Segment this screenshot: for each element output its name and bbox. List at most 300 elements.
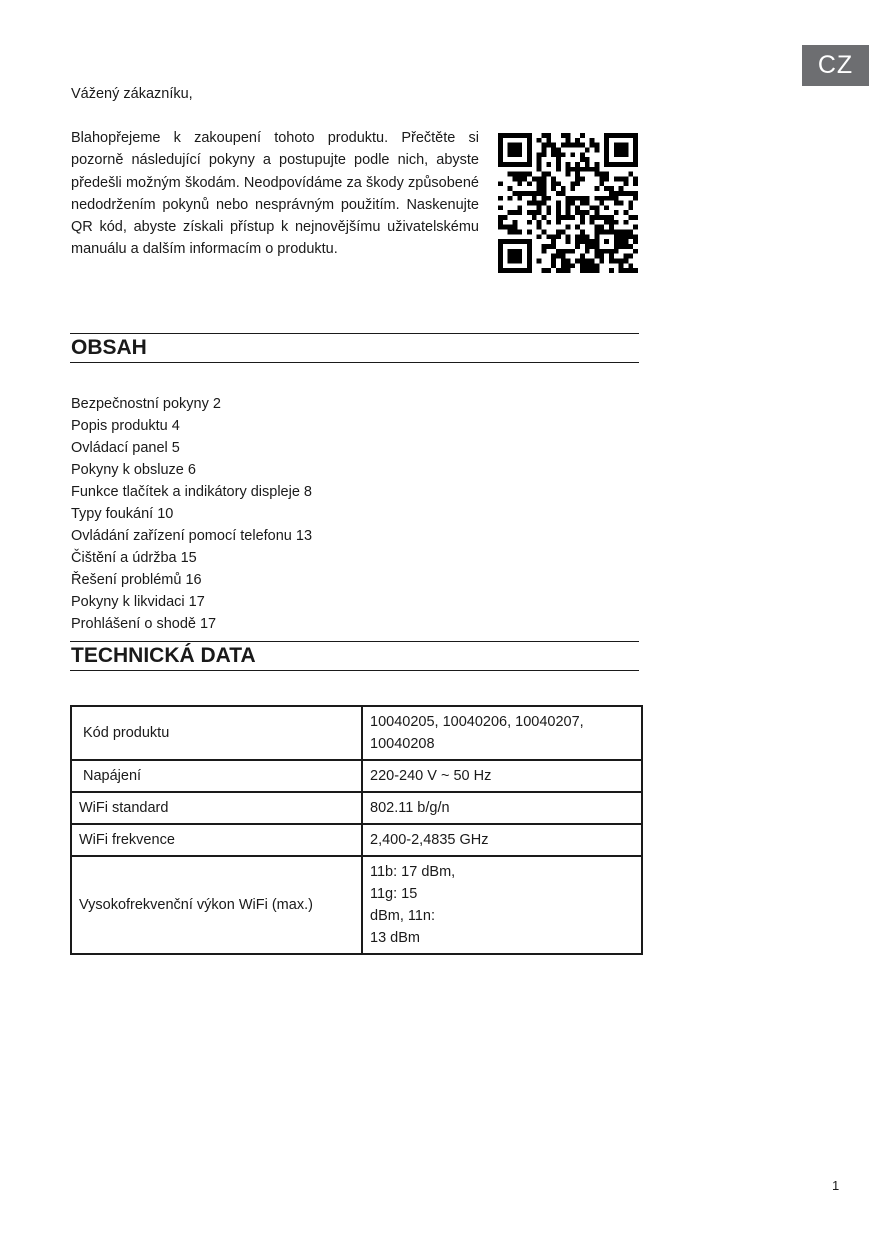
qr-module <box>517 172 522 177</box>
qr-module <box>624 268 629 273</box>
qr-module <box>498 220 503 225</box>
toc-item: Typy foukání 10 <box>71 506 174 522</box>
qr-module <box>614 220 619 225</box>
qr-module <box>508 186 513 191</box>
qr-module <box>566 205 571 210</box>
qr-module <box>566 249 571 254</box>
qr-module <box>633 225 638 230</box>
qr-module <box>604 239 609 244</box>
qr-module <box>604 172 609 177</box>
qr-module <box>546 196 551 201</box>
qr-module <box>503 162 508 167</box>
qr-module <box>624 162 629 167</box>
qr-module <box>614 234 619 239</box>
qr-module <box>498 133 503 138</box>
toc-item: Pokyny k obsluze 6 <box>71 462 196 478</box>
qr-module <box>522 172 527 177</box>
qr-module <box>537 201 542 206</box>
qr-module <box>566 172 571 177</box>
qr-module <box>575 210 580 215</box>
qr-module <box>508 133 513 138</box>
qr-module <box>628 172 633 177</box>
qr-module <box>527 263 532 268</box>
qr-module <box>619 244 624 249</box>
qr-module <box>498 157 503 162</box>
qr-module <box>517 259 522 264</box>
qr-module <box>633 239 638 244</box>
qr-module <box>590 143 595 148</box>
qr-module <box>556 152 561 157</box>
qr-module <box>633 234 638 239</box>
qr-module <box>512 254 517 259</box>
qr-module <box>570 196 575 201</box>
qr-module <box>532 201 537 206</box>
qr-module <box>595 234 600 239</box>
qr-module <box>508 162 513 167</box>
qr-module <box>527 239 532 244</box>
qr-module <box>595 143 600 148</box>
table-row <box>71 856 642 954</box>
qr-module <box>541 181 546 186</box>
qr-module <box>570 152 575 157</box>
qr-module <box>595 249 600 254</box>
qr-module <box>575 176 580 181</box>
qr-module <box>508 143 513 148</box>
qr-module <box>508 172 513 177</box>
qr-module <box>628 191 633 196</box>
greeting: Vážený zákazníku, <box>71 86 193 102</box>
qr-module <box>517 162 522 167</box>
qr-module <box>556 268 561 273</box>
qr-module <box>633 157 638 162</box>
qr-module <box>575 181 580 186</box>
qr-module <box>585 263 590 268</box>
section-rule-bottom <box>70 670 639 671</box>
qr-module <box>628 133 633 138</box>
qr-module <box>551 181 556 186</box>
qr-module <box>604 147 609 152</box>
qr-module <box>532 215 537 220</box>
qr-module <box>508 230 513 235</box>
qr-module <box>561 268 566 273</box>
spec-label: Vysokofrekvenční výkon WiFi (max.) <box>71 856 362 954</box>
qr-module <box>585 210 590 215</box>
qr-module <box>628 201 633 206</box>
qr-module <box>527 157 532 162</box>
qr-module <box>609 191 614 196</box>
qr-module <box>541 143 546 148</box>
qr-module <box>619 268 624 273</box>
qr-module <box>609 215 614 220</box>
page-number: 1 <box>832 1178 840 1193</box>
qr-module <box>580 157 585 162</box>
qr-module <box>590 259 595 264</box>
qr-module <box>551 234 556 239</box>
spec-label: Kód produktu <box>71 706 362 760</box>
qr-module <box>551 254 556 259</box>
qr-module <box>624 234 629 239</box>
qr-module <box>614 244 619 249</box>
qr-module <box>585 157 590 162</box>
qr-module <box>566 263 571 268</box>
qr-module <box>595 210 600 215</box>
qr-module <box>527 191 532 196</box>
toc-item: Čištění a údržba 15 <box>71 550 197 566</box>
qr-module <box>503 239 508 244</box>
qr-module <box>498 152 503 157</box>
qr-module <box>595 230 600 235</box>
qr-module <box>624 254 629 259</box>
qr-module <box>580 143 585 148</box>
qr-module <box>590 205 595 210</box>
qr-module <box>633 196 638 201</box>
spec-label: WiFi frekvence <box>71 824 362 856</box>
qr-module <box>517 191 522 196</box>
qr-module <box>532 210 537 215</box>
qr-module <box>512 143 517 148</box>
qr-module <box>619 263 624 268</box>
qr-module <box>546 133 551 138</box>
qr-module <box>585 147 590 152</box>
qr-module <box>570 181 575 186</box>
qr-module <box>522 162 527 167</box>
qr-module <box>633 143 638 148</box>
qr-module <box>604 230 609 235</box>
qr-module <box>512 152 517 157</box>
qr-module <box>556 201 561 206</box>
qr-module <box>609 259 614 264</box>
qr-module <box>590 239 595 244</box>
toc-item: Prohlášení o shodě 17 <box>71 616 217 632</box>
toc-item: Bezpečnostní pokyny 2 <box>71 396 221 412</box>
qr-module <box>556 167 561 172</box>
qr-module <box>609 249 614 254</box>
qr-module <box>556 162 561 167</box>
qr-module <box>585 268 590 273</box>
qr-module <box>628 215 633 220</box>
qr-module <box>561 230 566 235</box>
qr-module <box>604 162 609 167</box>
qr-module <box>566 162 571 167</box>
qr-module <box>619 162 624 167</box>
qr-module <box>551 259 556 264</box>
qr-module <box>522 133 527 138</box>
qr-module <box>633 147 638 152</box>
qr-module <box>609 220 614 225</box>
qr-module <box>619 176 624 181</box>
qr-module <box>633 181 638 186</box>
qr-module <box>537 167 542 172</box>
qr-module <box>551 186 556 191</box>
qr-module <box>590 263 595 268</box>
qr-module <box>624 143 629 148</box>
qr-module <box>498 239 503 244</box>
qr-module <box>541 196 546 201</box>
qr-module <box>580 176 585 181</box>
qr-module <box>614 196 619 201</box>
qr-module <box>633 268 638 273</box>
qr-module <box>633 249 638 254</box>
qr-module <box>546 268 551 273</box>
qr-module <box>575 167 580 172</box>
qr-module <box>614 210 619 215</box>
qr-module <box>512 176 517 181</box>
qr-module <box>580 133 585 138</box>
qr-module <box>541 191 546 196</box>
qr-module <box>537 157 542 162</box>
qr-module <box>595 162 600 167</box>
qr-module <box>537 225 542 230</box>
qr-module <box>604 220 609 225</box>
qr-module <box>604 138 609 143</box>
qr-module <box>614 259 619 264</box>
qr-module <box>527 143 532 148</box>
qr-module <box>512 225 517 230</box>
qr-module <box>566 268 571 273</box>
qr-module <box>604 249 609 254</box>
qr-module <box>575 143 580 148</box>
qr-module <box>595 196 600 201</box>
qr-module <box>628 244 633 249</box>
qr-module <box>508 147 513 152</box>
qr-module <box>628 230 633 235</box>
qr-module <box>498 147 503 152</box>
qr-module <box>508 249 513 254</box>
qr-module <box>590 244 595 249</box>
qr-module <box>532 191 537 196</box>
qr-module <box>628 162 633 167</box>
qr-module <box>551 263 556 268</box>
qr-module <box>512 162 517 167</box>
qr-module <box>580 230 585 235</box>
qr-module <box>570 263 575 268</box>
qr-module <box>575 162 580 167</box>
qr-module <box>512 172 517 177</box>
qr-module <box>624 259 629 264</box>
qr-module <box>556 234 561 239</box>
qr-module <box>551 244 556 249</box>
qr-module <box>498 263 503 268</box>
qr-module <box>580 234 585 239</box>
qr-module <box>517 133 522 138</box>
qr-module <box>599 259 604 264</box>
qr-module <box>512 133 517 138</box>
qr-module <box>575 196 580 201</box>
qr-module <box>604 133 609 138</box>
qr-module <box>532 196 537 201</box>
qr-module <box>604 143 609 148</box>
toc-item: Funkce tlačítek a indikátory displeje 8 <box>71 484 312 500</box>
qr-module <box>541 201 546 206</box>
qr-module <box>508 210 513 215</box>
qr-module <box>566 133 571 138</box>
qr-module <box>508 259 513 264</box>
qr-module <box>580 268 585 273</box>
qr-module <box>624 181 629 186</box>
qr-module <box>599 196 604 201</box>
qr-module <box>566 196 571 201</box>
qr-module <box>580 259 585 264</box>
section-rule-top <box>70 333 639 334</box>
qr-module <box>503 225 508 230</box>
qr-module <box>522 191 527 196</box>
qr-module <box>609 162 614 167</box>
qr-module <box>517 147 522 152</box>
table-row <box>71 706 642 760</box>
qr-module <box>522 239 527 244</box>
qr-module <box>628 205 633 210</box>
qr-module <box>614 191 619 196</box>
qr-module <box>527 162 532 167</box>
qr-module <box>551 152 556 157</box>
qr-module <box>527 249 532 254</box>
language-badge: CZ <box>802 45 869 86</box>
qr-module <box>575 239 580 244</box>
section-rule-bottom <box>70 362 639 363</box>
table-row <box>71 792 642 824</box>
qr-module <box>537 162 542 167</box>
qr-module <box>498 205 503 210</box>
qr-module <box>556 147 561 152</box>
qr-module <box>585 162 590 167</box>
qr-module <box>590 220 595 225</box>
qr-module <box>556 210 561 215</box>
qr-module <box>537 210 542 215</box>
spec-value: 220-240 V ~ 50 Hz <box>362 760 642 792</box>
qr-module <box>604 196 609 201</box>
qr-module <box>590 268 595 273</box>
qr-module <box>498 249 503 254</box>
qr-module <box>546 162 551 167</box>
qr-module <box>546 234 551 239</box>
qr-module <box>580 263 585 268</box>
qr-module <box>556 181 561 186</box>
qr-module <box>580 201 585 206</box>
qr-module <box>566 143 571 148</box>
qr-module <box>609 225 614 230</box>
qr-module <box>609 230 614 235</box>
qr-module <box>527 254 532 259</box>
qr-module <box>595 172 600 177</box>
qr-module <box>541 133 546 138</box>
qr-module <box>595 263 600 268</box>
qr-module <box>599 215 604 220</box>
qr-module <box>566 225 571 230</box>
qr-module <box>512 220 517 225</box>
qr-module <box>570 143 575 148</box>
qr-module <box>517 268 522 273</box>
qr-module <box>566 259 571 264</box>
qr-module <box>561 143 566 148</box>
qr-module <box>595 147 600 152</box>
qr-module <box>566 138 571 143</box>
qr-module <box>599 225 604 230</box>
spec-label: WiFi standard <box>71 792 362 824</box>
qr-module <box>537 152 542 157</box>
qr-module <box>595 225 600 230</box>
qr-module <box>541 176 546 181</box>
qr-module <box>498 138 503 143</box>
qr-module <box>527 133 532 138</box>
qr-module <box>580 210 585 215</box>
qr-module <box>595 167 600 172</box>
qr-module <box>541 152 546 157</box>
qr-module <box>541 230 546 235</box>
qr-module <box>580 196 585 201</box>
qr-module <box>512 249 517 254</box>
qr-module <box>624 191 629 196</box>
qr-module <box>614 152 619 157</box>
qr-module <box>575 244 580 249</box>
qr-module <box>561 215 566 220</box>
qr-module <box>614 162 619 167</box>
spec-value: 2,400-2,4835 GHz <box>362 824 642 856</box>
qr-module <box>609 254 614 259</box>
qr-module <box>599 172 604 177</box>
qr-module <box>541 172 546 177</box>
table-row <box>71 760 642 792</box>
qr-module <box>624 239 629 244</box>
qr-module <box>561 263 566 268</box>
qr-module <box>570 249 575 254</box>
spec-value: 11b: 17 dBm, 11g: 15 dBm, 11n: 13 dBm <box>362 856 642 954</box>
qr-module <box>508 268 513 273</box>
qr-module <box>512 210 517 215</box>
qr-module <box>527 268 532 273</box>
qr-module <box>561 249 566 254</box>
qr-module <box>595 215 600 220</box>
qr-module <box>575 172 580 177</box>
qr-module <box>566 167 571 172</box>
qr-module <box>566 239 571 244</box>
qr-module <box>604 205 609 210</box>
qr-module <box>517 181 522 186</box>
qr-module <box>580 220 585 225</box>
qr-module <box>614 201 619 206</box>
qr-module <box>566 210 571 215</box>
qr-module <box>619 152 624 157</box>
qr-module <box>503 268 508 273</box>
qr-module <box>619 186 624 191</box>
qr-module <box>503 133 508 138</box>
qr-module <box>498 254 503 259</box>
qr-module <box>619 230 624 235</box>
qr-module <box>599 181 604 186</box>
qr-module <box>633 152 638 157</box>
qr-module <box>633 162 638 167</box>
qr-module <box>512 239 517 244</box>
qr-module <box>546 143 551 148</box>
qr-module <box>624 147 629 152</box>
qr-module <box>551 239 556 244</box>
qr-module <box>570 215 575 220</box>
qr-module <box>599 254 604 259</box>
qr-module <box>551 143 556 148</box>
qr-module <box>580 254 585 259</box>
qr-module <box>628 234 633 239</box>
qr-module <box>527 181 532 186</box>
qr-module <box>614 239 619 244</box>
qr-module <box>614 133 619 138</box>
qr-module <box>585 244 590 249</box>
qr-module <box>512 259 517 264</box>
qr-module <box>580 167 585 172</box>
qr-module <box>566 201 571 206</box>
qr-module <box>508 152 513 157</box>
qr-module <box>595 254 600 259</box>
qr-module <box>508 239 513 244</box>
qr-module <box>537 191 542 196</box>
